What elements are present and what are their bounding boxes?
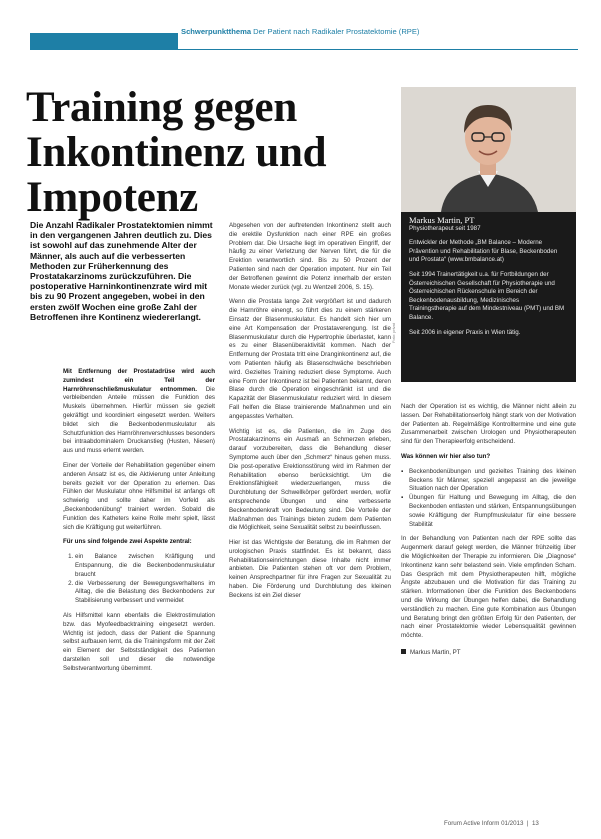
text-column-2 [229, 222, 391, 607]
topic-label: Der Patient nach Radikaler Prostatektomie (RPE) [253, 27, 420, 36]
col3-paragraph-2: In der Behandlung von Patienten nach der RPE sollte das Augenmerk darauf gelegt werden, die Männer frühzeitig über die Möglichkeiten der Therapie zu informieren. Die „Diagnose“ Inkontinenz kann sehr belastend sein. Viele empfinden Scham. Das Gespräch mit dem Physiotherapeuten hilft, mögliche Ängste abzubauen und die Motivation für das Training zu stärken. Informationen über die Funktion des Beckenbodens und die Wirkung der Übungen helfen dabei, die Behandlung verständlich zu machen. Eine gute Kombination aus Übungen und Beratung bringt den größten Erfolg für den Patienten, der nach einer Prostatektomie wieder Lebensqualität gewinnen möchte. [401, 535, 576, 640]
profile-paragraph-3: Seit 2006 in eigener Praxis in Wien tätig. [409, 328, 521, 336]
header-rule [178, 49, 578, 50]
profile-role: Physiotherapeut seit 1987 [409, 224, 481, 232]
col2-paragraph-4: Hier ist das Wichtigste der Beratung, die im Rahmen der urologischen Praxis stattfindet. Es ist bekannt, dass Rehabilitationseinrichtungen diese Inhalte nicht immer anbieten. Die Patienten stehen oft vor dem Problem, keinen Ansprechpartner für ihre Fragen zur Sexualität zu haben. Die Förderung und Durchblutung des kleinen Beckens ist ein Ziel dieser [229, 539, 391, 599]
portrait-icon [401, 87, 576, 212]
list-item: 2. die Verbesserung der Bewegungsverhaltens im Alltag, die die Belastung des Beckenbodens zur Stabilisierung verbessert und vermeidet [75, 580, 215, 606]
page-number: 13 [531, 820, 539, 827]
col1-aspects-heading: Für uns sind folgende zwei Aspekte zentral: [63, 538, 192, 546]
col1-aspects-list [75, 553, 215, 606]
author-signature [401, 649, 576, 658]
author-profile-box [401, 212, 576, 382]
author-name: Markus Martin, PT [410, 648, 461, 656]
title-line-1: Training gegen [26, 84, 297, 131]
running-head [181, 27, 419, 36]
photo-credit: Foto: privat [391, 322, 396, 343]
col2-paragraph-1: Abgesehen von der auftretenden Inkontinenz stellt auch die erektile Dysfunktion nach einer RPE ein großes Problem dar. Die Ursache liegt im operativen Eingriff, der häufig zu einer Verletzung der Nerven führt, die für die Erektion verantwortlich sind. Bis zu 50 Prozent der Patienten sind nach der Operation impotent. Nur ein Teil der Betroffenen gewinnt die Potenz innerhalb der ersten Monate wieder zurück (vgl. zu Wentzell 2006, S. 15). [229, 222, 391, 291]
profile-name: Markus Martin, PT [409, 215, 475, 225]
profile-paragraph-1: Entwickler der Methode „BM Balance – Moderne Prävention und Rehabilitation für Blase, Beckenboden und Prostata“ (www.bmbalance.at) [409, 239, 558, 264]
col1-intro-rest: Die verbleibenden Anteile müssen die Funktion des Muskels übernehmen. Hierfür müssen sie gezielt gekräftigt und koordiniert eingesetzt werden. Weiters bildet sich die Beckenbodenmuskulatur als Schutzfunktion des Harnröhrenverschlusses besonders bei intraabdominalem Druckanstieg (Husten, Niesen) aus und muss erlernt werden. [63, 385, 215, 455]
page-footer: Forum Active Inform 01/2013 | 13 [444, 820, 539, 827]
list-item: ▪ Übungen für Haltung und Bewegung im Alltag, die den Beckenboden entlasten und stärken, Entspannungsübungen sowie Kräftigung der Rumpfmuskulatur für eine bessere Stabilität [401, 494, 576, 529]
col3-paragraph-1: Nach der Operation ist es wichtig, die Männer nicht allein zu lassen. Der Rehabilitationserfolg hängt stark von der Motivation der Patienten ab. Regelmäßige Kontrolltermine und eine gute Zusammenarbeit zwischen Urologen und Physiotherapeuten sind für den Therapieerfolg entscheidend. [401, 403, 576, 446]
profile-paragraph-2: Seit 1994 Trainertätigkeit u.a. für Fortbildungen der Österreichischen Gesellschaft für Physiotherapie und Österreichischen Rückenschule im Bereich der Beckenbodenausbildung, Medizinisches Trainingstherapie auf dem Mindestniveau (PMT) und BM Balance. [409, 270, 565, 321]
text-column-1 [63, 368, 215, 680]
author-photo [401, 87, 576, 212]
col1-intro-bold: Mit Entfernung der Prostatadrüse wird auch zumindest ein Teil der Harnröhrenschließmuskulatur entnommen. [63, 368, 215, 393]
col1-paragraph-4: Als Hilfsmittel kann ebenfalls die Elektrostimulation bzw. das Myofeedbacktraining eingesetzt werden. Wichtig ist jedoch, dass der Patient die Spannung selbst aufbauen lernt, da die Trainingsform mit der Zeit ein Element der Selbstständigkeit des Patienten darstellen soll und dieser die notwendige Selbstverantwortung übernimmt. [63, 611, 215, 672]
col1-paragraph-2: Einer der Vorteile der Rehabilitation gegenüber einem anderen Ansatz ist es, die Aktivierung unter Anleitung bereits gezielt vor der Operation zu erlernen. Das Fühlen der Muskulatur ohne Hilfsmittel ist anfangs oft schwierig und sollte daher im Vorfeld als „Beckenbodenübung“ trainiert werden. Sobald die Funktion des Katheters keine Rolle mehr spielt, lässt sich die Kräftigung gut weiterführen. [63, 461, 215, 531]
article-lead: Die Anzahl Radikaler Prostatektomien nimmt in den vergangenen Jahren deutlich zu. Dies ist sowohl auf das zunehmende Alter der Männer, als auch auf die verbesserten Methoden zur Früherkennung des Prostatakarzinoms zurückzuführen. Die postoperative Harninkontinenzrate wird mit bis zu 90 Prozent angegeben, wobei in den ersten zwölf Wochen eine große Zahl der Betroffenen ihre Kontinenz wiedererlangt. [30, 220, 213, 322]
square-bullet-icon [401, 649, 406, 654]
section-color-bar [30, 33, 178, 50]
list-item: ▪ Beckenbodenübungen und gezieltes Training des kleinen Beckens für Männer, speziell angepasst an die jeweilige Situation nach der Operation [401, 468, 576, 494]
text-column-3 [401, 403, 576, 658]
col2-paragraph-3: Wichtig ist es, die Patienten, die im Zuge des Prostatakarzinoms ein Ausmaß an Schmerzen erleben, darauf vorzubereiten, dass die Behandlung dieser Symptome auch über den „Schmerz“ hinaus gehen muss. Die post-operative Erektionsstörung wird im Rahmen der Rehabilitation ebenso berücksichtigt. Um die Erektionsfähigkeit wiederzuerlangen, muss die Durchblutung der Schwellkörper gefördert werden, wofür entsprechende Übungen und eine verbesserte Beckenbodenkraft von Bedeutung sind. Die Vorteile der Maßnahmen des Trainings bieten zudem dem Patienten die Möglichkeit, seine Sexualität selbst zu beeinflussen. [229, 427, 391, 532]
footer-publication: Forum Active Inform 01/2013 [444, 820, 524, 827]
col3-bullet-list [401, 468, 576, 530]
col2-paragraph-2: Wenn die Prostata lange Zeit vergrößert ist und dadurch die Harnröhre einengt, so führt dies zu einem stärkeren Einsatz der Blasenmuskulatur. Es handelt sich hier um eine Art Kompensation der Prostataverengung. Ist die Blasenmuskulatur durch die Hypertrophie überlastet, kann es zu einer Blasenüberaktivität kommen. Nach der Entfernung der Prostata tritt eine Dranginkontinenz auf, die vom Patienten häufig als Blasenschwäche beschrieben wird. Gezieltes Training reduziert diese Symptome. Auch eine Form der Inkontinenz ist bei Patienten bekannt, deren Blase durch die Operation eingeschränkt ist und die Kapazität der Blasenmuskulatur reduziert wird. In diesem Fall helfen die Blase trainierende Maßnahmen und ein angepasstes Verhalten. [229, 298, 391, 420]
title-line-2: Inkontinenz und [26, 129, 327, 176]
section-label: Schwerpunktthema [181, 27, 252, 36]
list-item: 1. ein Balance zwischen Kräftigung und Entspannung, die die Beckenbodenmuskulatur braucht [75, 553, 215, 579]
article-title [26, 85, 366, 220]
title-line-3: Impotenz [26, 174, 198, 221]
col3-question-heading: Was können wir hier also tun? [401, 452, 491, 460]
